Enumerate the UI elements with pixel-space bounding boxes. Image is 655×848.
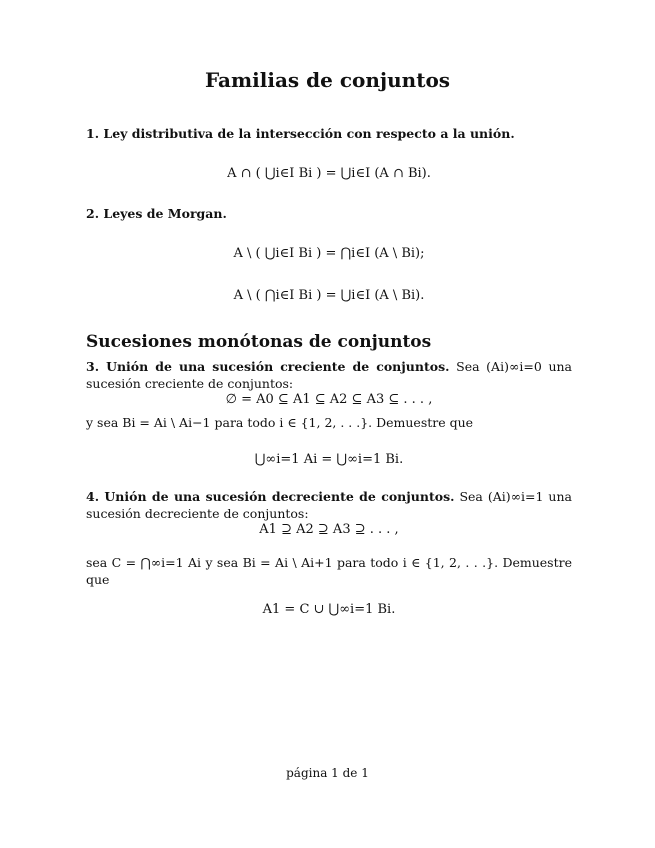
exercise-3-heading: 3. Unión de una sucesión creciente de conjuntos. — [86, 359, 450, 374]
exercise-3-paragraph — [86, 358, 572, 392]
page-title: Familias de conjuntos — [204, 68, 451, 92]
exercise-1-formula: A ∩ ( ⋃i∈I Bi ) = ⋃i∈I (A ∩ Bi). — [227, 166, 431, 181]
exercise-4-paragraph — [86, 488, 572, 522]
exercise-4-text-a: Sea (Ai)∞i=1 una sucesión decreciente de conjuntos: — [86, 489, 572, 521]
section-heading: Sucesiones monótonas de conjuntos — [86, 332, 432, 352]
exercise-3-text-b: y sea Bi = Ai \ Ai−1 para todo i ∈ {1, 2, . . .}. Demuestre que — [86, 415, 474, 430]
exercise-1-heading: 1. Ley distributiva de la intersección con respecto a la unión. — [86, 126, 515, 141]
exercise-2-formula-2: A \ ( ⋂i∈I Bi ) = ⋃i∈I (A \ Bi). — [233, 288, 425, 303]
exercise-4-text-b: sea C = ⋂∞i=1 Ai y sea Bi = Ai \ Ai+1 para todo i ∈ {1, 2, . . .}. Demuestre que — [86, 555, 572, 587]
exercise-3-chain: ∅ = A0 ⊆ A1 ⊆ A2 ⊆ A3 ⊆ . . . , — [225, 392, 433, 407]
exercise-4-chain: A1 ⊇ A2 ⊇ A3 ⊇ . . . , — [259, 522, 399, 537]
exercise-4-formula: A1 = C ∪ ⋃∞i=1 Bi. — [262, 602, 396, 617]
exercise-4-heading: 4. Unión de una sucesión decreciente de conjuntos. — [86, 489, 455, 504]
page-footer: página 1 de 1 — [286, 766, 369, 780]
exercise-2-formula-1: A \ ( ⋃i∈I Bi ) = ⋂i∈I (A \ Bi); — [233, 246, 425, 261]
exercise-3-formula: ⋃∞i=1 Ai = ⋃∞i=1 Bi. — [254, 452, 404, 467]
exercise-2-heading: 2. Leyes de Morgan. — [86, 206, 227, 221]
exercise-3-text-a: Sea (Ai)∞i=0 una sucesión creciente de conjuntos: — [86, 359, 572, 391]
